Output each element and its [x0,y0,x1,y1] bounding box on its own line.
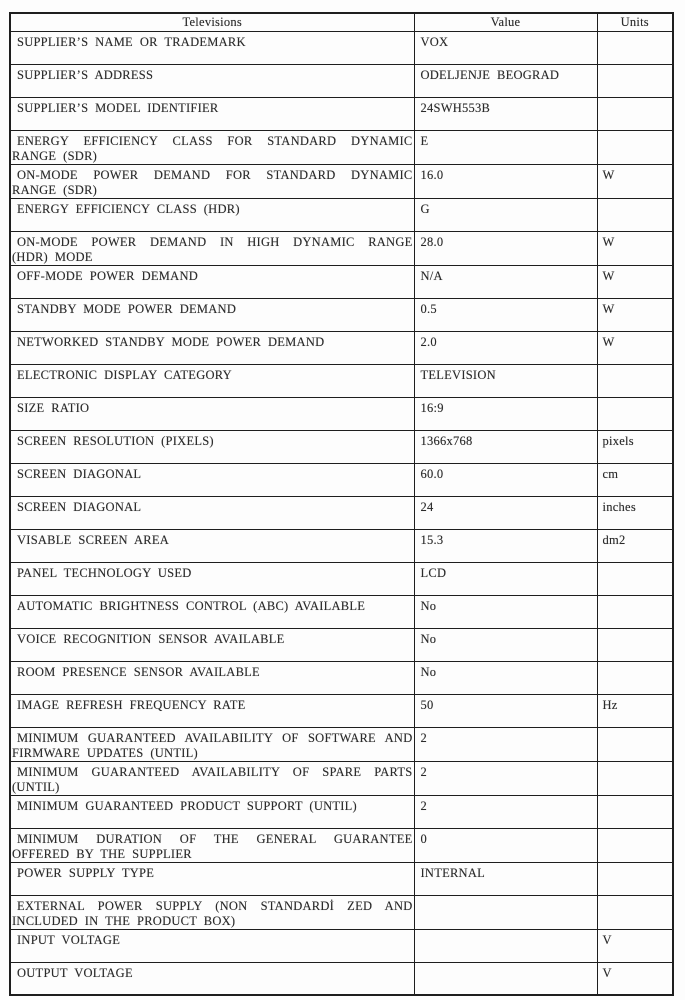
spec-units-cell: cm [597,463,673,496]
spec-label-cell: MINIMUM GUARANTEED AVAILABILITY OF SOFTWARE AND FIRMWARE UPDATES (UNTIL) [10,727,414,761]
spec-value-cell: N/A [414,265,597,298]
spec-label-cell: SCREEN RESOLUTION (PIXELS) [10,430,414,463]
spec-value-cell: No [414,661,597,694]
table-row [10,828,673,862]
spec-label-cell: VISABLE SCREEN AREA [10,529,414,562]
spec-label-cell: ENERGY EFFICIENCY CLASS FOR STANDARD DYNAMIC RANGE (SDR) [10,130,414,164]
spec-label-cell: VOICE RECOGNITION SENSOR AVAILABLE [10,628,414,661]
spec-units-cell [597,364,673,397]
spec-value-cell: VOX [414,31,597,64]
spec-value-cell [414,962,597,995]
spec-value-cell: E [414,130,597,164]
spec-label-cell: SCREEN DIAGONAL [10,496,414,529]
spec-label-cell: ON-MODE POWER DEMAND IN HIGH DYNAMIC RANGE (HDR) MODE [10,231,414,265]
spec-label-cell: PANEL TECHNOLOGY USED [10,562,414,595]
table-row [10,97,673,130]
spec-units-cell: V [597,962,673,995]
spec-value-cell: 0 [414,828,597,862]
header-cell-units: Units [597,13,673,31]
spec-value-cell: 2 [414,727,597,761]
spec-table-header [10,13,673,31]
spec-value-cell: 1366x768 [414,430,597,463]
spec-units-cell: W [597,164,673,198]
spec-value-cell: G [414,198,597,231]
spec-value-cell: INTERNAL [414,862,597,895]
table-row [10,694,673,727]
table-row [10,463,673,496]
spec-units-cell: pixels [597,430,673,463]
spec-value-cell: 2 [414,761,597,795]
spec-units-cell: V [597,929,673,962]
spec-table-body [10,31,673,995]
spec-value-cell: 16.0 [414,164,597,198]
spec-units-cell [597,397,673,430]
table-row [10,430,673,463]
spec-units-cell: W [597,298,673,331]
spec-label-cell: SUPPLIER’S ADDRESS [10,64,414,97]
spec-units-cell [597,31,673,64]
spec-units-cell [597,895,673,929]
table-row [10,130,673,164]
header-cell-value: Value [414,13,597,31]
spec-value-cell: 2 [414,795,597,828]
spec-units-cell [597,595,673,628]
table-row [10,862,673,895]
table-row [10,198,673,231]
spec-units-cell [597,130,673,164]
spec-value-cell: No [414,628,597,661]
table-row [10,164,673,198]
table-row [10,496,673,529]
spec-label-cell: STANDBY MODE POWER DEMAND [10,298,414,331]
table-row [10,529,673,562]
spec-value-cell: TELEVISION [414,364,597,397]
spec-units-cell [597,761,673,795]
spec-units-cell: inches [597,496,673,529]
spec-value-cell: 24 [414,496,597,529]
spec-label-cell: SCREEN DIAGONAL [10,463,414,496]
table-row [10,231,673,265]
table-row [10,397,673,430]
spec-value-cell [414,895,597,929]
spec-label-cell: IMAGE REFRESH FREQUENCY RATE [10,694,414,727]
spec-label-cell: SUPPLIER’S NAME OR TRADEMARK [10,31,414,64]
spec-value-cell: 50 [414,694,597,727]
spec-value-cell [414,929,597,962]
spec-label-cell: SIZE RATIO [10,397,414,430]
table-row [10,727,673,761]
spec-value-cell: 0.5 [414,298,597,331]
table-row [10,364,673,397]
table-row [10,331,673,364]
spec-value-cell: ODELJENJE BEOGRAD [414,64,597,97]
spec-value-cell: 24SWH553B [414,97,597,130]
spec-label-cell: MINIMUM DURATION OF THE GENERAL GUARANTEE OFFERED BY THE SUPPLIER [10,828,414,862]
table-row [10,265,673,298]
spec-units-cell [597,562,673,595]
spec-units-cell [597,828,673,862]
spec-label-cell: OUTPUT VOLTAGE [10,962,414,995]
spec-label-cell: EXTERNAL POWER SUPPLY (NON STANDARDİ ZED AND INCLUDED IN THE PRODUCT BOX) [10,895,414,929]
tv-specification-table [9,12,674,996]
spec-label-cell: MINIMUM GUARANTEED PRODUCT SUPPORT (UNTIL) [10,795,414,828]
table-row [10,895,673,929]
spec-units-cell: W [597,331,673,364]
spec-label-cell: INPUT VOLTAGE [10,929,414,962]
table-row [10,64,673,97]
table-row [10,31,673,64]
spec-units-cell [597,64,673,97]
spec-value-cell: 28.0 [414,231,597,265]
table-row [10,795,673,828]
spec-units-cell [597,628,673,661]
spec-units-cell [597,727,673,761]
spec-units-cell [597,862,673,895]
spec-label-cell: SUPPLIER’S MODEL IDENTIFIER [10,97,414,130]
spec-units-cell: dm2 [597,529,673,562]
table-row [10,628,673,661]
spec-label-cell: ROOM PRESENCE SENSOR AVAILABLE [10,661,414,694]
spec-label-cell: ENERGY EFFICIENCY CLASS (HDR) [10,198,414,231]
spec-label-cell: AUTOMATIC BRIGHTNESS CONTROL (ABC) AVAILABLE [10,595,414,628]
table-row [10,298,673,331]
spec-label-cell: ON-MODE POWER DEMAND FOR STANDARD DYNAMIC RANGE (SDR) [10,164,414,198]
table-row [10,761,673,795]
table-row [10,595,673,628]
spec-value-cell: No [414,595,597,628]
spec-units-cell: W [597,231,673,265]
spec-value-cell: 16:9 [414,397,597,430]
spec-value-cell: 15.3 [414,529,597,562]
spec-units-cell [597,198,673,231]
spec-units-cell: W [597,265,673,298]
spec-units-cell [597,795,673,828]
spec-units-cell: Hz [597,694,673,727]
spec-label-cell: MINIMUM GUARANTEED AVAILABILITY OF SPARE PARTS (UNTIL) [10,761,414,795]
spec-value-cell: LCD [414,562,597,595]
spec-label-cell: POWER SUPPLY TYPE [10,862,414,895]
table-row [10,962,673,995]
spec-label-cell: ELECTRONIC DISPLAY CATEGORY [10,364,414,397]
spec-value-cell: 2.0 [414,331,597,364]
header-row [10,13,673,31]
table-row [10,929,673,962]
header-cell-televisions: Televisions [10,13,414,31]
spec-units-cell [597,661,673,694]
table-row [10,562,673,595]
spec-label-cell: NETWORKED STANDBY MODE POWER DEMAND [10,331,414,364]
table-row [10,661,673,694]
spec-label-cell: OFF-MODE POWER DEMAND [10,265,414,298]
spec-units-cell [597,97,673,130]
spec-value-cell: 60.0 [414,463,597,496]
